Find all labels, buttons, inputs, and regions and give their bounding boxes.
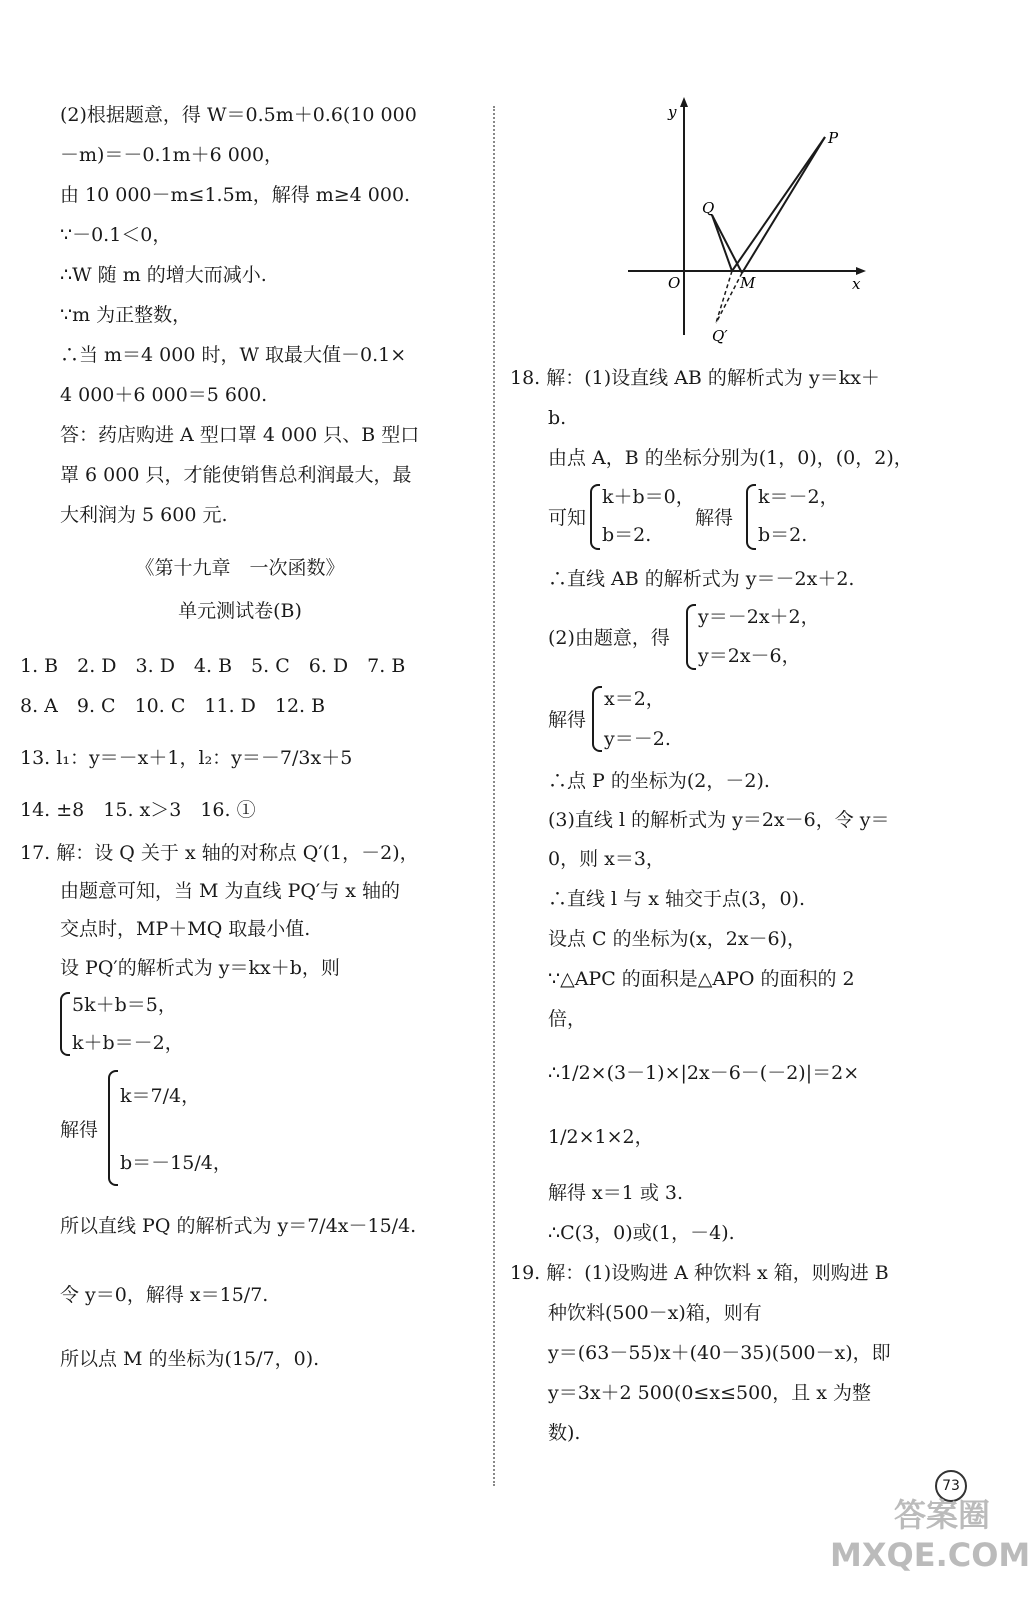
q17-line: 由题意可知，当 M 为直线 PQ′与 x 轴的 [60, 880, 401, 902]
q18-line: ∴点 P 的坐标为(2，－2). [548, 770, 770, 792]
q17-line: 5k＋b＝5， [72, 994, 177, 1016]
graph-label: M [740, 274, 756, 292]
q18-line: y＝－2. [604, 728, 671, 750]
q18-line: k＝－2， [758, 486, 839, 508]
graph-label: Q′ [712, 327, 728, 345]
q18-line: k＋b＝0， [602, 486, 695, 508]
text-line: ∴当 m＝4 000 时，W 取最大值－0.1× [60, 344, 407, 366]
unit-title: 单元测试卷(B) [178, 600, 302, 622]
q18-line: b＝2. [758, 524, 808, 546]
answers-row: 1. B 2. D 3. D 4. B 5. C 6. D 7. B [20, 655, 406, 677]
text-line: －m)＝－0.1m＋6 000， [60, 144, 284, 166]
q18-line: ∴直线 l 与 x 轴交于点(3，0). [548, 888, 805, 910]
text-line: 答：药店购进 A 型口罩 4 000 只、B 型口 [60, 424, 420, 446]
text-line: 罩 6 000 只，才能使销售总利润最大，最 [60, 464, 412, 486]
q18-line: 由点 A，B 的坐标分别为(1，0)，(0，2)， [548, 447, 913, 469]
q19-line: 19. 解：(1)设购进 A 种饮料 x 箱，则购进 B [510, 1262, 889, 1284]
graph-label: O [668, 274, 681, 292]
text-line: 大利润为 5 600 元. [60, 504, 228, 526]
graph-label: P [828, 129, 839, 147]
q17-line: 解得 [60, 1119, 99, 1141]
q18-line: ∴C(3，0)或(1，－4). [548, 1222, 735, 1244]
q18-line: 0，则 x＝3， [548, 848, 665, 870]
q17-line: b＝－15/4， [120, 1152, 232, 1174]
q19-line: y＝(63－55)x＋(40－35)(500－x)，即 [548, 1342, 891, 1364]
q19-line: y＝3x＋2 500(0≤x≤500，且 x 为整 [548, 1382, 872, 1404]
q17-line: 令 y＝0，解得 x＝15/7. [60, 1284, 269, 1306]
q18-line: ∴直线 AB 的解析式为 y＝－2x＋2. [548, 568, 855, 590]
brace [590, 484, 600, 550]
q18-line: (3)直线 l 的解析式为 y＝2x－6，令 y＝ [548, 809, 890, 831]
q17-line: k＝7/4， [120, 1085, 201, 1107]
q18-line: 设点 C 的坐标为(x，2x－6)， [548, 928, 807, 950]
q18-line: y＝2x－6， [698, 645, 801, 667]
coordinate-graph [620, 95, 880, 350]
q18-line: b. [548, 407, 567, 429]
text-line: 4 000＋6 000＝5 600. [60, 384, 268, 406]
q18-line: 解得 [548, 709, 587, 731]
text-line: ∵－0.1＜0， [60, 224, 172, 246]
q17-line: 所以直线 PQ 的解析式为 y＝7/4x－15/4. [60, 1215, 417, 1237]
text-line: ∴W 随 m 的增大而减小. [60, 264, 267, 286]
q18-line: 18. 解：(1)设直线 AB 的解析式为 y＝kx＋ [510, 367, 880, 389]
q17-line: 所以点 M 的坐标为(15/7，0). [60, 1348, 320, 1370]
chapter-title: 《第十九章 一次函数》 [135, 557, 345, 579]
graph-label: y [668, 103, 677, 121]
q18-line: b＝2. [602, 524, 652, 546]
q18-line: 解得 x＝1 或 3. [548, 1182, 684, 1204]
q18-line: 可知 [548, 507, 587, 529]
q17-line: k＋b＝－2， [72, 1032, 184, 1054]
q18-line: 解得 [695, 507, 734, 529]
q18-line: ∵△APC 的面积是△APO 的面积的 2 [548, 968, 855, 990]
q18-line: (2)由题意，得 [548, 627, 670, 649]
page-number: 73 [935, 1470, 967, 1502]
brace [60, 992, 70, 1056]
q18-line: y＝－2x＋2， [698, 606, 820, 628]
q18-line: 倍， [548, 1008, 587, 1030]
graph-label: Q [702, 199, 715, 217]
q17-line: 设 PQ′的解析式为 y＝kx＋b，则 [60, 957, 340, 979]
q18-line: x＝2， [604, 688, 665, 710]
answers-row: 8. A 9. C 10. C 11. D 12. B [20, 695, 326, 717]
answer-14: 14. ±8 15. x＞3 16. ① [20, 799, 256, 821]
q19-line: 数). [548, 1422, 581, 1444]
text-line: ∵m 为正整数， [60, 304, 192, 326]
q17-line: 交点时，MP＋MQ 取最小值. [60, 918, 311, 940]
brace [686, 604, 696, 670]
column-divider [493, 106, 495, 1486]
brace [746, 484, 756, 550]
q19-line: 种饮料(500－x)箱，则有 [548, 1302, 762, 1324]
q18-line: ∴1/2×(3－1)×|2x－6－(－2)|＝2× [548, 1062, 860, 1084]
q17-line: 17. 解：设 Q 关于 x 轴的对称点 Q′(1，－2)， [20, 842, 419, 864]
q18-line: 1/2×1×2， [548, 1126, 654, 1148]
brace [592, 686, 602, 752]
text-line: (2)根据题意，得 W＝0.5m＋0.6(10 000 [60, 104, 417, 126]
watermark-logo: 答案圈 MXQE.COM [830, 1496, 1030, 1574]
graph-label: x [852, 275, 861, 293]
text-line: 由 10 000－m≤1.5m，解得 m≥4 000. [60, 184, 411, 206]
answer-13: 13. l₁：y＝－x＋1，l₂：y＝－7/3x＋5 [20, 747, 353, 769]
brace [108, 1070, 118, 1186]
